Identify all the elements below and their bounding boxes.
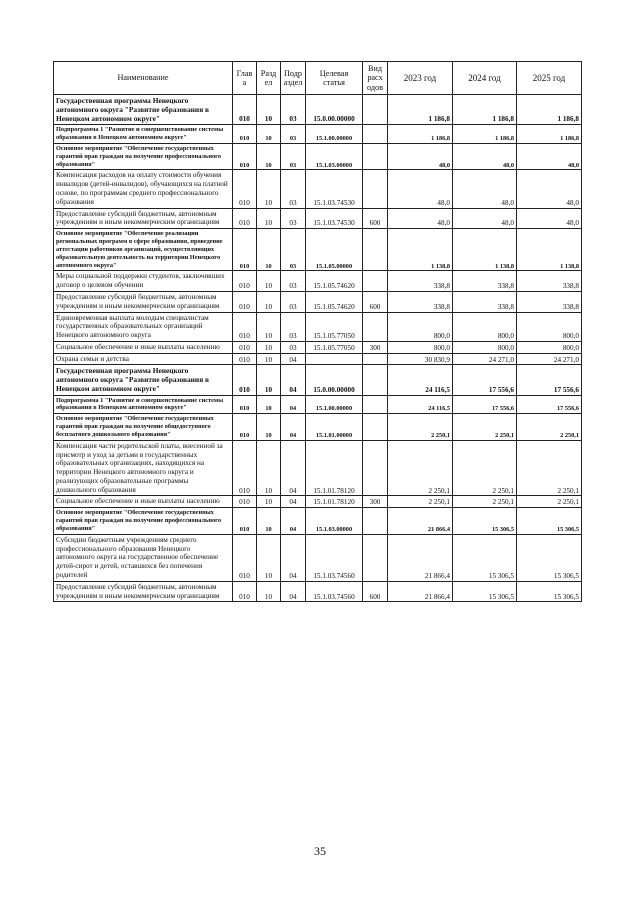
row-podrazdel-cell: 04 (281, 414, 306, 441)
row-razdel-cell: 10 (257, 170, 281, 208)
row-name-cell: Основное мероприятие "Обеспечение государственных гарантий прав граждан на получение профессионального образования" (54, 508, 233, 535)
row-podrazdel-cell: 03 (281, 229, 306, 271)
table-row (54, 208, 582, 229)
header-razdel: Разд ел (257, 62, 281, 95)
row-target-article-cell: 15.1.05.74620 (306, 291, 363, 312)
row-2025-amount-cell: 48,0 (517, 208, 582, 229)
row-expense-type-cell: 600 (363, 581, 388, 602)
row-2025-amount-cell: 24 271,0 (517, 353, 582, 365)
row-name-cell: Охрана семьи и детства (54, 353, 233, 365)
row-glava-cell: 010 (233, 143, 257, 170)
row-2025-amount-cell: 800,0 (517, 312, 582, 341)
row-podrazdel-cell: 04 (281, 365, 306, 395)
row-razdel-cell: 10 (257, 143, 281, 170)
table-row (54, 170, 582, 208)
row-expense-type-cell (363, 312, 388, 341)
row-2025-amount-cell: 17 556,6 (517, 395, 582, 414)
table-row (54, 534, 582, 581)
row-2024-amount-cell: 2 250,1 (453, 496, 517, 508)
row-glava-cell: 010 (233, 508, 257, 535)
row-name-cell: Меры социальной поддержки студентов, заключивших договор о целевом обучении (54, 271, 233, 292)
row-target-article-cell: 15.1.01.78120 (306, 496, 363, 508)
budget-table-page (53, 61, 581, 602)
row-expense-type-cell (363, 170, 388, 208)
row-target-article-cell: 15.1.03.74560 (306, 534, 363, 581)
budget-table (53, 61, 582, 602)
row-target-article-cell: 15.1.01.78120 (306, 440, 363, 496)
row-expense-type-cell (363, 95, 388, 125)
row-2023-amount-cell: 48,0 (388, 170, 453, 208)
row-name-cell: Государственная программа Ненецкого автономного округа "Развитие образования в Ненецком автономном округе" (54, 95, 233, 125)
row-name-cell: Основное мероприятие "Обеспечение государственных гарантий прав граждан на получение общедоступного бесплатного дошкольного образования" (54, 414, 233, 441)
row-name-cell: Государственная программа Ненецкого автономного округа "Развитие образования в Ненецком автономном округе" (54, 365, 233, 395)
row-podrazdel-cell: 03 (281, 143, 306, 170)
row-glava-cell: 010 (233, 440, 257, 496)
row-name-cell: Социальное обеспечение и иные выплаты населению (54, 341, 233, 353)
row-razdel-cell: 10 (257, 508, 281, 535)
row-2024-amount-cell: 338,8 (453, 271, 517, 292)
row-expense-type-cell: 300 (363, 341, 388, 353)
row-2024-amount-cell: 48,0 (453, 170, 517, 208)
row-2025-amount-cell: 2 250,1 (517, 440, 582, 496)
row-2025-amount-cell: 338,8 (517, 271, 582, 292)
row-2024-amount-cell: 24 271,0 (453, 353, 517, 365)
row-glava-cell: 010 (233, 534, 257, 581)
row-2024-amount-cell: 15 306,5 (453, 508, 517, 535)
row-2025-amount-cell: 48,0 (517, 143, 582, 170)
row-2023-amount-cell: 24 116,5 (388, 395, 453, 414)
row-2024-amount-cell: 2 250,1 (453, 440, 517, 496)
row-target-article-cell: 15.0.00.00000 (306, 365, 363, 395)
table-row (54, 414, 582, 441)
table-row (54, 581, 582, 602)
row-razdel-cell: 10 (257, 353, 281, 365)
row-2023-amount-cell: 2 250,1 (388, 496, 453, 508)
header-target-article: Целевая статья (306, 62, 363, 95)
row-expense-type-cell: 600 (363, 208, 388, 229)
row-razdel-cell: 10 (257, 581, 281, 602)
row-razdel-cell: 10 (257, 365, 281, 395)
row-2025-amount-cell: 1 138,8 (517, 229, 582, 271)
row-target-article-cell: 15.1.03.74530 (306, 208, 363, 229)
table-row (54, 125, 582, 144)
row-2024-amount-cell: 15 306,5 (453, 534, 517, 581)
row-2024-amount-cell: 1 186,8 (453, 125, 517, 144)
row-target-article-cell: 15.1.01.00000 (306, 414, 363, 441)
table-row (54, 291, 582, 312)
table-row (54, 508, 582, 535)
row-podrazdel-cell: 04 (281, 496, 306, 508)
row-name-cell: Основное мероприятие "Обеспечение государственных гарантий прав граждан на получение профессионального образования" (54, 143, 233, 170)
row-name-cell: Подпрограмма 1 "Развитие и совершенствование системы образования в Ненецком автономном округе" (54, 395, 233, 414)
header-podrazdel: Подр аздел (281, 62, 306, 95)
row-razdel-cell: 10 (257, 341, 281, 353)
row-2025-amount-cell: 48,0 (517, 170, 582, 208)
row-glava-cell: 010 (233, 229, 257, 271)
page-number: 35 (314, 844, 326, 858)
row-razdel-cell: 10 (257, 312, 281, 341)
row-name-cell: Предоставление субсидий бюджетным, автономным учреждениям и иным некоммерческим организациям (54, 581, 233, 602)
row-2023-amount-cell: 1 186,8 (388, 95, 453, 125)
table-row (54, 271, 582, 292)
table-row (54, 395, 582, 414)
row-expense-type-cell (363, 440, 388, 496)
row-2025-amount-cell: 2 250,1 (517, 496, 582, 508)
table-row (54, 353, 582, 365)
row-2024-amount-cell: 800,0 (453, 341, 517, 353)
header-name: Наименование (54, 62, 233, 95)
table-row (54, 440, 582, 496)
row-target-article-cell: 15.1.03.74530 (306, 170, 363, 208)
row-target-article-cell: 15.1.05.77050 (306, 341, 363, 353)
row-2023-amount-cell: 48,0 (388, 143, 453, 170)
row-podrazdel-cell: 03 (281, 312, 306, 341)
header-year-2025: 2025 год (517, 62, 582, 95)
row-glava-cell: 010 (233, 414, 257, 441)
row-glava-cell: 010 (233, 312, 257, 341)
row-2023-amount-cell: 2 250,1 (388, 414, 453, 441)
row-podrazdel-cell: 04 (281, 440, 306, 496)
row-target-article-cell: 15.1.00.00000 (306, 125, 363, 144)
row-2023-amount-cell: 21 866,4 (388, 508, 453, 535)
row-podrazdel-cell: 04 (281, 353, 306, 365)
row-razdel-cell: 10 (257, 414, 281, 441)
row-2023-amount-cell: 338,8 (388, 271, 453, 292)
header-year-2024: 2024 год (453, 62, 517, 95)
row-expense-type-cell: 600 (363, 291, 388, 312)
row-glava-cell: 010 (233, 365, 257, 395)
row-name-cell: Подпрограмма 1 "Развитие и совершенствование системы образования в Ненецком автономном округе" (54, 125, 233, 144)
table-row (54, 496, 582, 508)
row-2023-amount-cell: 2 250,1 (388, 440, 453, 496)
row-target-article-cell: 15.1.05.74620 (306, 271, 363, 292)
row-razdel-cell: 10 (257, 496, 281, 508)
row-2024-amount-cell: 1 186,8 (453, 95, 517, 125)
row-2023-amount-cell: 21 866,4 (388, 534, 453, 581)
row-razdel-cell: 10 (257, 291, 281, 312)
row-2023-amount-cell: 1 186,8 (388, 125, 453, 144)
row-razdel-cell: 10 (257, 395, 281, 414)
row-podrazdel-cell: 04 (281, 508, 306, 535)
row-name-cell: Основное мероприятие "Обеспечение реализации региональных программ в сфере образования, проведение аттестации работников организаций, осуществляющих образовательную деятельность на территории Ненецкого автономного округа" (54, 229, 233, 271)
row-2024-amount-cell: 17 556,6 (453, 365, 517, 395)
table-header-row (54, 62, 582, 95)
row-expense-type-cell (363, 143, 388, 170)
row-target-article-cell: 15.1.03.00000 (306, 508, 363, 535)
row-podrazdel-cell: 03 (281, 95, 306, 125)
row-expense-type-cell (363, 271, 388, 292)
row-2024-amount-cell: 1 138,8 (453, 229, 517, 271)
row-2025-amount-cell: 15 306,5 (517, 534, 582, 581)
row-expense-type-cell (363, 125, 388, 144)
row-2025-amount-cell: 17 556,6 (517, 365, 582, 395)
row-2023-amount-cell: 800,0 (388, 312, 453, 341)
row-name-cell: Компенсация части родительской платы, внесенной за присмотр и уход за детьми в государственных образовательных организациях, находящихся на территории Ненецкого автономного округа и реализующих образовательные программы дошкольного образования (54, 440, 233, 496)
row-glava-cell: 010 (233, 125, 257, 144)
row-razdel-cell: 10 (257, 95, 281, 125)
row-podrazdel-cell: 03 (281, 170, 306, 208)
row-name-cell: Единовременная выплата молодым специалистам государственных образовательных организаций Ненецкого автономного округа (54, 312, 233, 341)
row-glava-cell: 010 (233, 581, 257, 602)
row-2025-amount-cell: 15 306,5 (517, 581, 582, 602)
row-glava-cell: 010 (233, 353, 257, 365)
row-razdel-cell: 10 (257, 229, 281, 271)
header-year-2023: 2023 год (388, 62, 453, 95)
row-podrazdel-cell: 04 (281, 534, 306, 581)
row-expense-type-cell (363, 229, 388, 271)
row-2023-amount-cell: 48,0 (388, 208, 453, 229)
row-name-cell: Социальное обеспечение и иные выплаты населению (54, 496, 233, 508)
row-2024-amount-cell: 800,0 (453, 312, 517, 341)
table-row (54, 365, 582, 395)
row-expense-type-cell (363, 534, 388, 581)
row-target-article-cell: 15.1.05.00000 (306, 229, 363, 271)
row-razdel-cell: 10 (257, 125, 281, 144)
row-2025-amount-cell: 1 186,8 (517, 95, 582, 125)
row-razdel-cell: 10 (257, 440, 281, 496)
table-row (54, 143, 582, 170)
row-glava-cell: 010 (233, 341, 257, 353)
row-razdel-cell: 10 (257, 208, 281, 229)
row-glava-cell: 010 (233, 496, 257, 508)
row-2023-amount-cell: 800,0 (388, 341, 453, 353)
row-glava-cell: 010 (233, 95, 257, 125)
table-row (54, 341, 582, 353)
row-target-article-cell: 15.1.00.00000 (306, 395, 363, 414)
row-2025-amount-cell: 15 306,5 (517, 508, 582, 535)
header-expense-type: Вид расх одов (363, 62, 388, 95)
row-target-article-cell (306, 353, 363, 365)
row-2024-amount-cell: 15 306,5 (453, 581, 517, 602)
row-target-article-cell: 15.1.03.00000 (306, 143, 363, 170)
row-2024-amount-cell: 2 250,1 (453, 414, 517, 441)
row-glava-cell: 010 (233, 395, 257, 414)
row-2023-amount-cell: 338,8 (388, 291, 453, 312)
row-podrazdel-cell: 03 (281, 208, 306, 229)
row-2025-amount-cell: 800,0 (517, 341, 582, 353)
row-2024-amount-cell: 17 556,6 (453, 395, 517, 414)
row-podrazdel-cell: 04 (281, 395, 306, 414)
row-podrazdel-cell: 03 (281, 271, 306, 292)
row-2023-amount-cell: 1 138,8 (388, 229, 453, 271)
row-podrazdel-cell: 03 (281, 291, 306, 312)
row-glava-cell: 010 (233, 291, 257, 312)
row-razdel-cell: 10 (257, 534, 281, 581)
row-razdel-cell: 10 (257, 271, 281, 292)
row-glava-cell: 010 (233, 208, 257, 229)
row-2023-amount-cell: 21 866,4 (388, 581, 453, 602)
row-expense-type-cell (363, 414, 388, 441)
row-glava-cell: 010 (233, 271, 257, 292)
row-2023-amount-cell: 30 830,9 (388, 353, 453, 365)
row-target-article-cell: 15.1.05.77050 (306, 312, 363, 341)
row-name-cell: Субсидии бюджетным учреждениям среднего профессионального образования Ненецкого автономного округа на государственное обеспечение детей-сирот и детей, оставшихся без попечения родителей (54, 534, 233, 581)
row-2023-amount-cell: 24 116,5 (388, 365, 453, 395)
row-2025-amount-cell: 2 250,1 (517, 414, 582, 441)
row-expense-type-cell (363, 365, 388, 395)
row-podrazdel-cell: 04 (281, 581, 306, 602)
row-podrazdel-cell: 03 (281, 341, 306, 353)
row-2024-amount-cell: 338,8 (453, 291, 517, 312)
row-name-cell: Предоставление субсидий бюджетным, автономным учреждениям и иным некоммерческим организациям (54, 291, 233, 312)
row-target-article-cell: 15.1.03.74560 (306, 581, 363, 602)
table-row (54, 229, 582, 271)
row-expense-type-cell (363, 395, 388, 414)
row-2025-amount-cell: 1 186,8 (517, 125, 582, 144)
row-glava-cell: 010 (233, 170, 257, 208)
row-2025-amount-cell: 338,8 (517, 291, 582, 312)
table-row (54, 312, 582, 341)
header-glava: Глав а (233, 62, 257, 95)
row-expense-type-cell: 300 (363, 496, 388, 508)
row-name-cell: Предоставление субсидий бюджетным, автономным учреждениям и иным некоммерческим организациям (54, 208, 233, 229)
row-2024-amount-cell: 48,0 (453, 143, 517, 170)
row-podrazdel-cell: 03 (281, 125, 306, 144)
row-target-article-cell: 15.0.00.00000 (306, 95, 363, 125)
row-2024-amount-cell: 48,0 (453, 208, 517, 229)
row-name-cell: Компенсация расходов на оплату стоимости обучения инвалидов (детей-инвалидов), обучающихся на платной основе, по программам среднего профессионального образования (54, 170, 233, 208)
table-row (54, 95, 582, 125)
row-expense-type-cell (363, 353, 388, 365)
row-expense-type-cell (363, 508, 388, 535)
